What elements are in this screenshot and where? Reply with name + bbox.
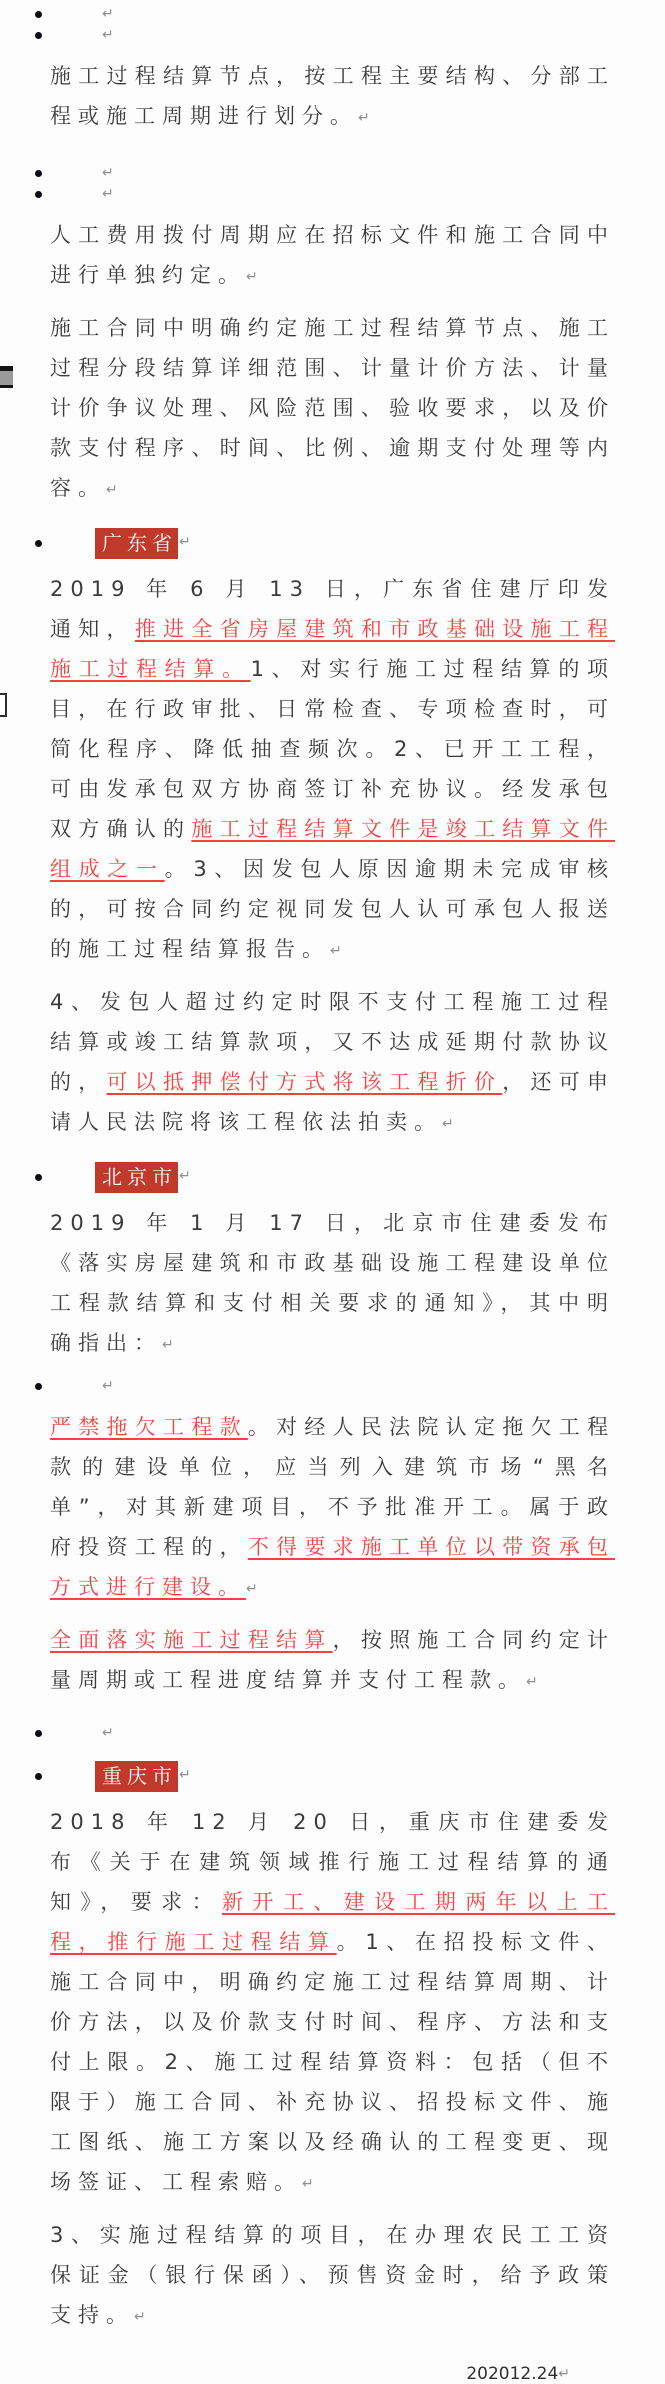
paragraph-mark: ↵ [162,1337,174,1353]
bullet-icon [35,540,42,547]
paragraph-mark: ↵ [179,1767,191,1783]
bullet-icon [35,1730,42,1737]
empty-bullet-row [0,25,665,46]
paragraph-mark: ↵ [330,943,342,959]
bullet-icon [35,1383,42,1390]
text-run: 2018 年 12 月 20 日，重庆市住建委发布《关于在建筑领域推行施工过程结算的通知》，要求： [50,1810,615,1914]
section-heading-beijing [0,1161,665,1193]
province-highlight-beijing: 北京市 [95,1162,178,1193]
paragraph-mark: ↵ [102,1377,114,1394]
bullet-icon [35,191,42,198]
empty-bullet-row [0,163,665,184]
red-underline-run: 推进全省房屋建筑和市政基础设施工程施工过程结算。 [50,617,616,681]
paragraph-mark: ↵ [134,2309,146,2325]
text-run: 1、对实行施工过程结算的项目，在行政审批、日常检查、专项检查时，可简化程序、降低抽查频次。2、已开工工程，可由发承包双方协商签订补充协议。经发承包双方确认的 [50,657,615,841]
text-run: 3、实施过程结算的项目，在办理农民工工资保证金（银行保函）、预售资金时，给予政策支持。 [50,2223,615,2327]
paragraph-mark: ↵ [358,110,370,126]
paragraph-mark: ↵ [442,1116,454,1132]
bullet-icon [35,1174,42,1181]
paragraph-mark: ↵ [179,1168,191,1184]
object-anchor-icon [0,366,13,388]
red-underline-run: 新开工、建设工期两年以上工程，推行施工过程结算 [50,1890,615,1954]
paragraph-guangdong-2 [50,982,615,1145]
paragraph-beijing-2 [50,1407,615,1610]
paragraph-mark: ↵ [102,164,114,181]
red-underline-run: 全面落实施工过程结算 [50,1628,333,1652]
text-run: 2019 年 1 月 17 日，北京市住建委发布《落实房屋建筑和市政基础设施工程建设单位工程款结算和支付相关要求的通知》，其中明确指出： [50,1211,615,1355]
clipped-box-artifact [0,693,7,717]
text-run: ，还可申请人民法院将该工程依法拍卖。 [50,1070,616,1134]
paragraph-mark: ↵ [102,1724,114,1741]
paragraph-mark: ↵ [102,26,114,43]
text-run: 施工合同中明确约定施工过程结算节点、施工过程分段结算详细范围、计量计价方法、计量计价争议处理、风险范围、验收要求，以及价款支付程序、时间、比例、逾期支付处理等内容。 [50,316,615,500]
red-underline-run: 可以抵押偿付方式将该工程折价 [106,1070,503,1094]
paragraph-mark: ↵ [246,1581,258,1597]
red-underline-run: 不得要求施工单位以带资承包方式进行建设。 [50,1535,616,1599]
paragraph-mark: ↵ [106,482,118,498]
paragraph-mark: ↵ [246,269,258,285]
paragraph-contract-terms [50,308,615,511]
text-run: 。1、在招投标文件、施工合同中，明确约定施工过程结算周期、计价方法，以及价款支付时间、程序、方法和支付上限。2、施工过程结算资料：包括（但不限于）施工合同、补充协议、招投标文件、施工图纸、施工方案以及经确认的工程变更、现场签证、工程索赔。 [50,1930,615,2194]
paragraph-labor-fee [50,215,615,298]
footer-date-line [50,2364,570,2384]
footer-date: 202012.24 [466,2364,559,2384]
empty-bullet-row [0,184,665,205]
paragraph-mark: ↵ [302,2176,314,2192]
red-underline-run: 严禁拖欠工程款 [50,1415,248,1439]
paragraph-mark: ↵ [558,2366,570,2382]
section-heading-chongqing [0,1760,665,1792]
paragraph-chongqing-1 [50,1802,615,2205]
province-highlight-guangdong: 广东省 [95,528,178,559]
text-run: 。对经人民法院认定拖欠工程款的建设单位，应当列入建筑市场“黑名单”，对其新建项目，不予批准开工。属于政府投资工程的， [50,1415,616,1559]
section-heading-guangdong [0,527,665,559]
empty-bullet-row [0,1723,665,1744]
province-highlight-chongqing: 重庆市 [95,1761,178,1792]
text-run: 人工费用拨付周期应在招标文件和施工合同中进行单独约定。 [50,223,615,287]
paragraph-settlement-node [50,56,615,139]
paragraph-beijing-3 [50,1620,615,1703]
bullet-icon [35,1773,42,1780]
paragraph-mark: ↵ [102,185,114,202]
text-run: ，按照施工合同约定计量周期或工程进度结算并支付工程款。 [50,1628,616,1692]
empty-bullet-row [0,1376,665,1397]
red-underline-run: 施工过程结算文件是竣工结算文件组成之一 [50,817,616,881]
bullet-icon [35,170,42,177]
paragraph-mark: ↵ [526,1674,538,1690]
text-run: 。3、因发包人原因逾期未完成审核的，可按合同约定视同发包人认可承包人报送的施工过程结算报告。 [50,857,615,961]
bullet-icon [35,32,42,39]
text-run: 4、发包人超过约定时限不支付工程施工过程结算或竣工结算款项，又不达成延期付款协议的， [50,990,615,1094]
empty-bullet-row [0,4,665,25]
paragraph-mark: ↵ [179,534,191,550]
bullet-icon [35,11,42,18]
paragraph-beijing-1 [50,1203,615,1366]
paragraph-guangdong-1 [50,569,615,972]
paragraph-mark: ↵ [102,5,114,22]
text-run: 施工过程结算节点，按工程主要结构、分部工程或施工周期进行划分。 [50,64,615,128]
paragraph-chongqing-2 [50,2215,615,2338]
text-run: 2019 年 6 月 13 日，广东省住建厅印发通知， [50,577,615,641]
